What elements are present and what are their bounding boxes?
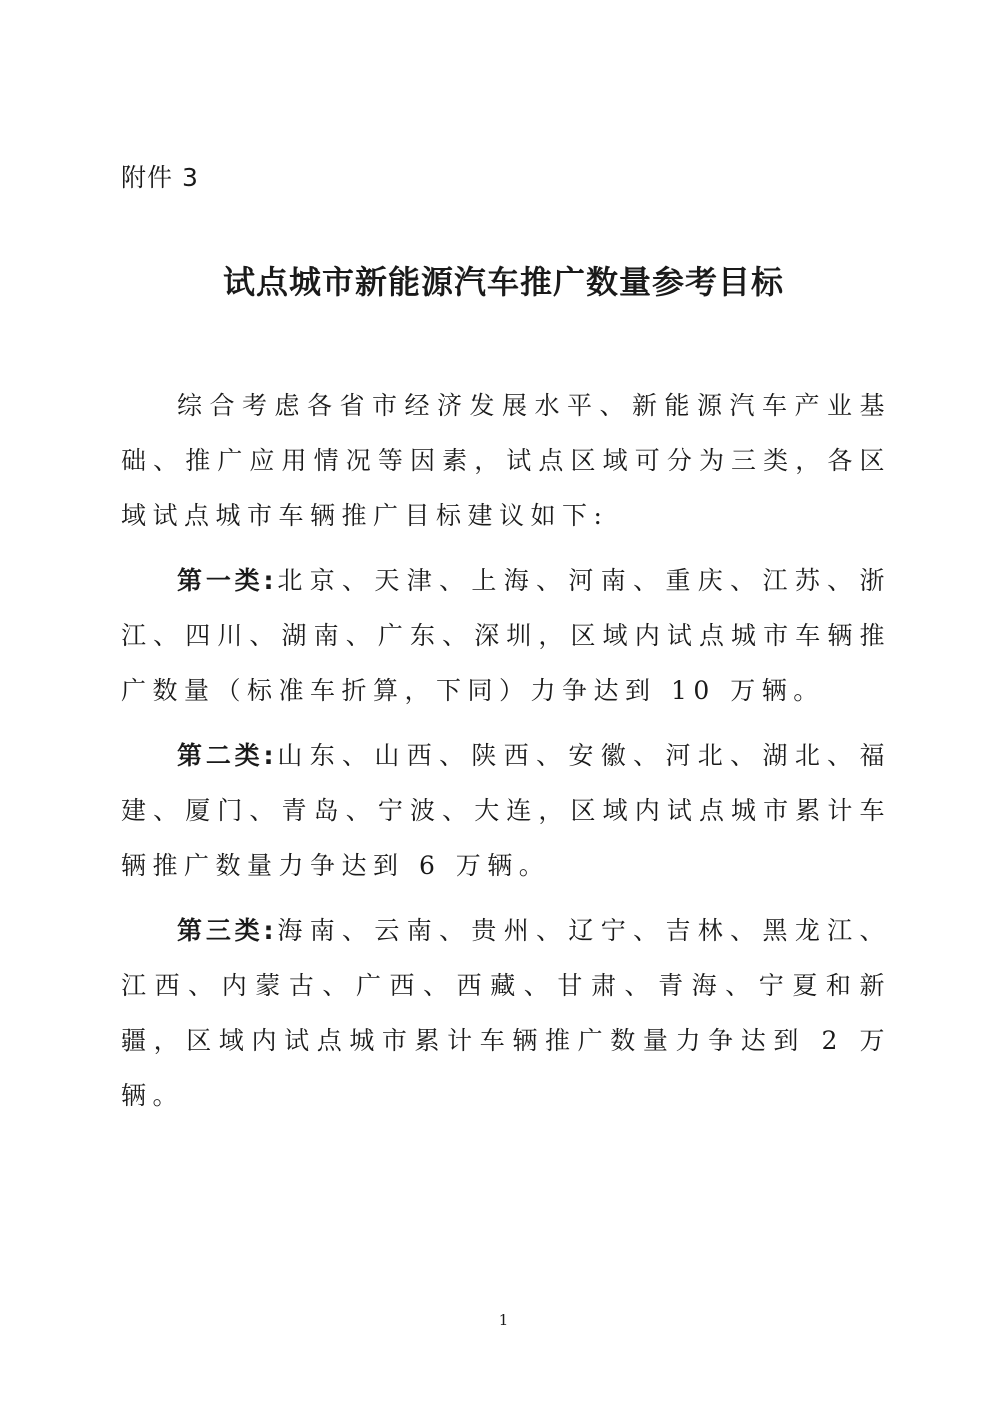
document-body (121, 378, 891, 1133)
category-text: 山东、山西、陕西、安徽、河北、湖北、福建、厦门、青岛、宁波、大连，区域内试点城市累计车辆推广数量力争达到 6 万辆。 (121, 741, 891, 880)
category-heading: 第三类: (177, 916, 277, 945)
page-number: 1 (498, 1311, 509, 1329)
category-heading: 第一类: (177, 566, 277, 595)
category-paragraph-2 (121, 728, 891, 893)
category-heading: 第二类: (177, 741, 277, 770)
document-title: 试点城市新能源汽车推广数量参考目标 (222, 263, 784, 301)
category-paragraph-1 (121, 553, 891, 718)
category-text: 北京、天津、上海、河南、重庆、江苏、浙江、四川、湖南、广东、深圳，区域内试点城市车辆推广数量（标准车折算，下同）力争达到 10 万辆。 (121, 566, 891, 705)
category-text: 海南、云南、贵州、辽宁、吉林、黑龙江、江西、内蒙古、广西、西藏、甘肃、青海、宁夏和新疆，区域内试点城市累计车辆推广数量力争达到 2 万辆。 (121, 916, 891, 1110)
intro-paragraph: 综合考虑各省市经济发展水平、新能源汽车产业基础、推广应用情况等因素，试点区域可分为三类，各区域试点城市车辆推广目标建议如下: (121, 391, 891, 530)
category-paragraph-3 (121, 903, 891, 1123)
attachment-label: 附件 3 (121, 163, 199, 192)
